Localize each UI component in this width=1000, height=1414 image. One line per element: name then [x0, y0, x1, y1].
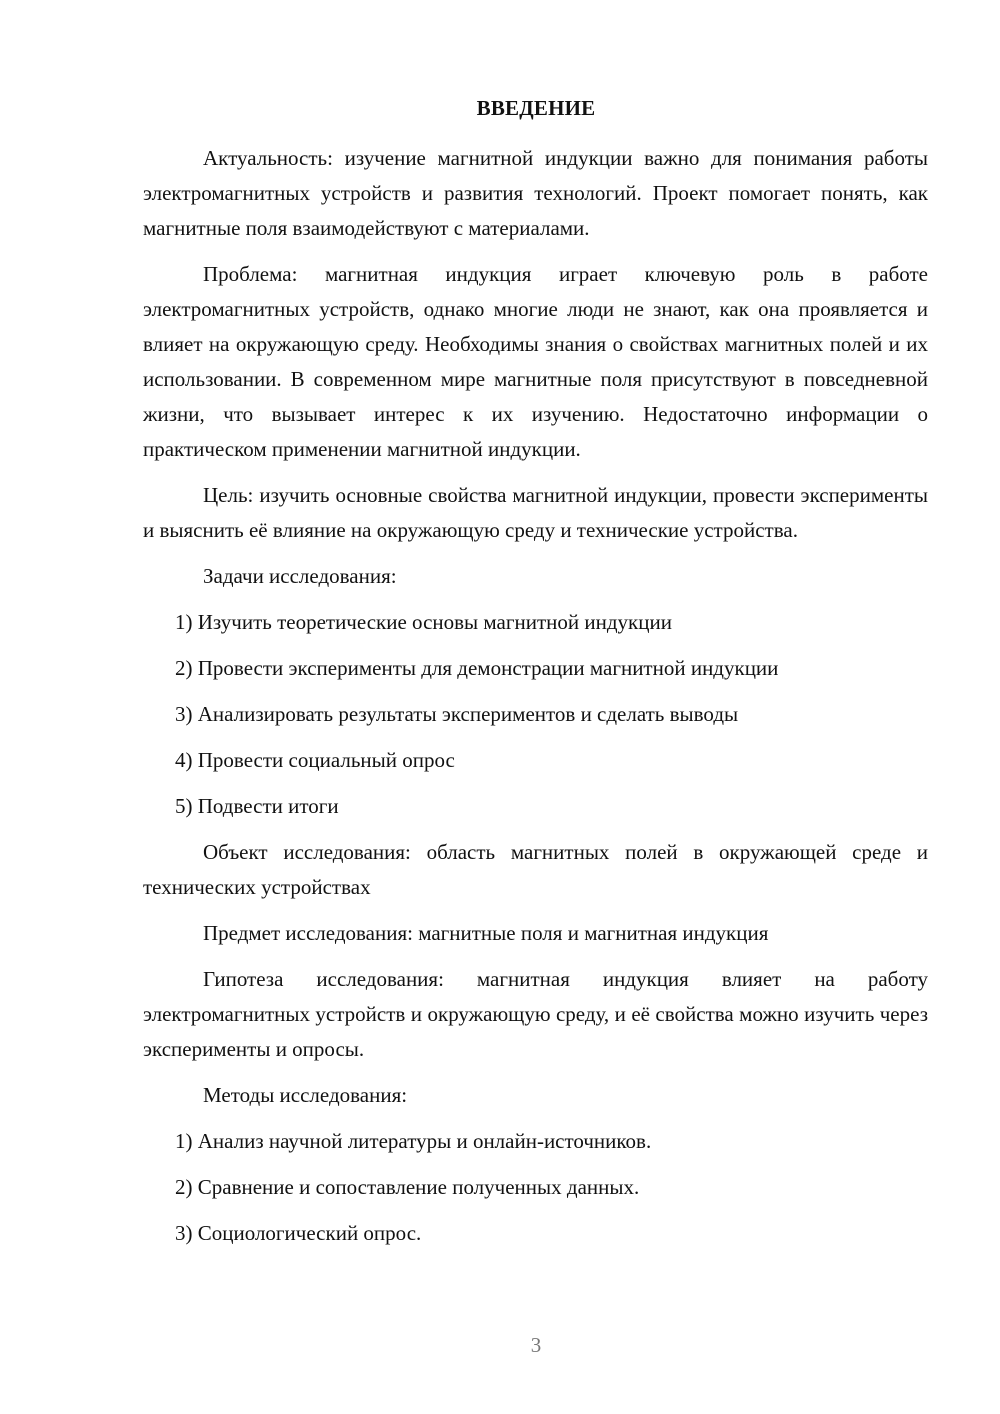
task-item-1: 1) Изучить теоретические основы магнитной индукции: [175, 610, 672, 634]
methods-heading: Методы исследования:: [203, 1083, 408, 1107]
paragraph-hypothesis: Гипотеза исследования: магнитная индукция влияет на работу электромагнитных устройств и окружающую среду, и её свойства можно изучить через эксперименты и опросы.: [143, 967, 928, 1061]
method-item-3: 3) Социологический опрос.: [175, 1221, 422, 1245]
document-body: [143, 141, 928, 1262]
paragraph-problem: Проблема: магнитная индукция играет ключевую роль в работе электромагнитных устройств, однако многие люди не знают, как она проявляется и влияет на окружающую среду. Необходимы знания о свойствах магнитных полей и их использовании. В современном мире магнитные поля присутствуют в повседневной жизни, что вызывает интерес к их изучению. Недостаточно информации о практическом применении магнитной индукции.: [143, 262, 928, 461]
tasks-heading: Задачи исследования:: [203, 564, 397, 588]
page-title: ВВЕДЕНИЕ: [476, 96, 596, 120]
task-item-3: 3) Анализировать результаты экспериментов и сделать выводы: [175, 702, 739, 726]
task-item-5: 5) Подвести итоги: [175, 794, 339, 818]
paragraph-relevance: Актуальность: изучение магнитной индукции важно для понимания работы электромагнитных устройств и развития технологий. Проект помогает понять, как магнитные поля взаимодействуют с материалами.: [143, 146, 928, 240]
paragraph-object: Объект исследования: область магнитных полей в окружающей среде и технических устройствах: [143, 840, 928, 899]
task-item-2: 2) Провести эксперименты для демонстрации магнитной индукции: [175, 656, 779, 680]
method-item-2: 2) Сравнение и сопоставление полученных данных.: [175, 1175, 640, 1199]
task-item-4: 4) Провести социальный опрос: [175, 748, 455, 772]
page-number: 3: [530, 1333, 542, 1357]
paragraph-goal: Цель: изучить основные свойства магнитной индукции, провести эксперименты и выяснить её влияние на окружающую среду и технические устройства.: [143, 483, 928, 542]
paragraph-subject: Предмет исследования: магнитные поля и магнитная индукция: [203, 921, 769, 945]
method-item-1: 1) Анализ научной литературы и онлайн-источников.: [175, 1129, 652, 1153]
